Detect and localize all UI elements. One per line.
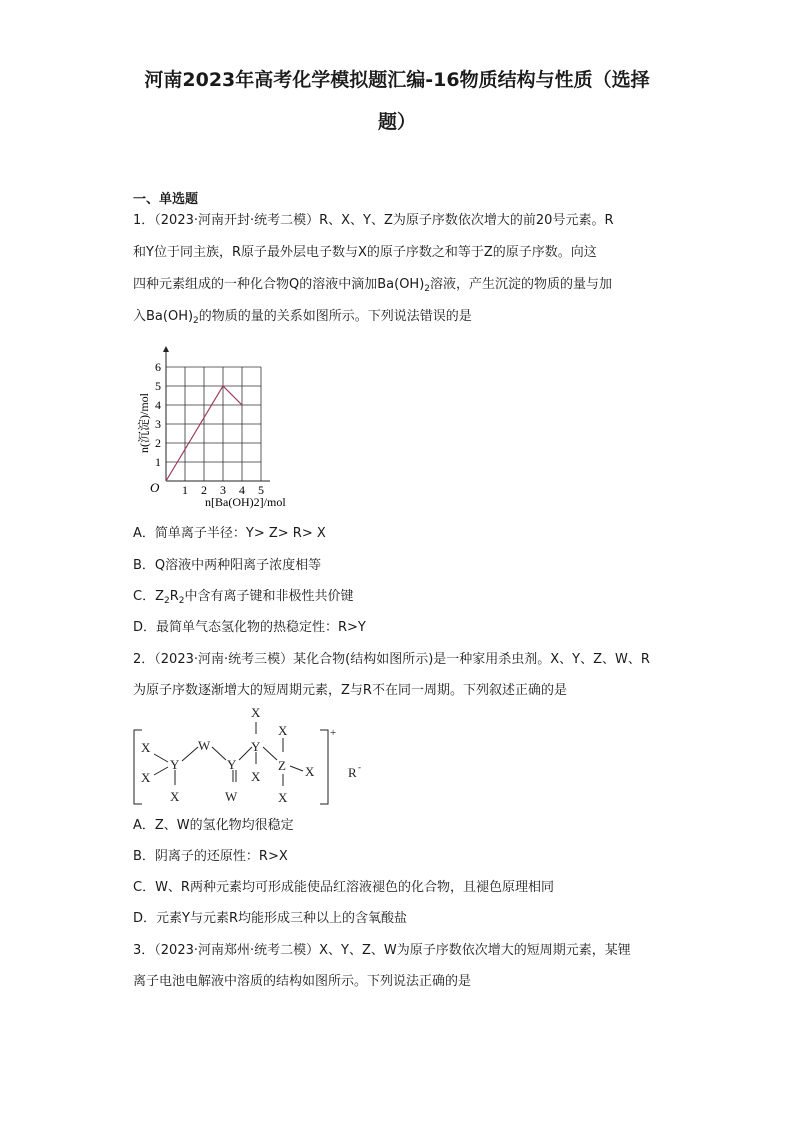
atom-13: X (305, 764, 315, 779)
q1-option-d: D．最简单气态氢化物的热稳定性：R>Y (133, 620, 366, 635)
atom-4: X (170, 789, 180, 804)
origin-label: O (150, 480, 160, 495)
q1-text-line4-a: 入Ba(OH) (133, 309, 194, 324)
atom-1: X (141, 740, 151, 755)
q1-text-line3-b: 溶液，产生沉淀的物质的量与加 (430, 277, 613, 292)
q3-text-line1: 3．（2023·河南郑州·统考二模）X、Y、Z、W为原子序数依次增大的短周期元素，某锂 (133, 943, 631, 958)
atom-11: X (278, 723, 288, 738)
atom-6: Y (227, 757, 237, 772)
q1-text-line4-sub: 2 (193, 316, 199, 326)
x-tick-label: 1 (182, 483, 188, 497)
q1-option-c-b: R (169, 589, 179, 604)
atom-5: W (198, 738, 211, 753)
q1-text-line3-sub: 2 (424, 284, 431, 294)
atom-9: Y (251, 739, 261, 754)
x-axis-label: n[Ba(OH)2]/mol (205, 495, 286, 509)
molecule-structure (130, 700, 380, 812)
q2-option-b: B．阴离子的还原性：R>X (133, 849, 288, 864)
q1-text-line4-b: 的物质的量的关系如图所示。下列说法错误的是 (198, 309, 472, 324)
q2-option-d: D．元素Y与元素R均能形成三种以上的含氧酸盐 (133, 911, 407, 926)
atom-7: W (225, 789, 238, 804)
q1-option-c (133, 590, 354, 606)
atom-14: X (278, 790, 288, 805)
x-tick-label: 3 (220, 483, 226, 497)
y-tick-label: 4 (155, 398, 161, 412)
atom-12: Z (278, 758, 286, 773)
x-tick-label: 4 (239, 483, 245, 497)
q3-text-line2: 离子电池电解液中溶质的结构如图所示。下列说法正确的是 (133, 974, 472, 989)
q2-text-line2: 为原子序数逐渐增大的短周期元素，Z与R不在同一周期。下列叙述正确的是 (133, 683, 567, 698)
y-tick-label: 5 (155, 379, 161, 393)
y-tick-label: 6 (155, 360, 161, 374)
atom-10: X (251, 769, 261, 784)
q1-option-c-c: 中含有离子键和非极性共价键 (184, 589, 354, 604)
q1-option-b: B．Q溶液中两种阳离子浓度相等 (133, 558, 322, 573)
q2-option-c: C．W、R两种元素均可形成能使品红溶液褪色的化合物，且褪色原理相同 (133, 880, 554, 895)
q1-text-line2: 和Y位于同主族，R原子最外层电子数与X的原子序数之和等于Z的原子序数。向这 (133, 245, 597, 260)
q1-option-c-sub1: 2 (163, 596, 170, 606)
q1-option-c-a: C．Z (133, 589, 164, 604)
q1-text-line3 (133, 278, 612, 294)
q2-text-line1: 2．（2023·河南·统考三模）某化合物(结构如图所示)是一种家用杀虫剂。X、Y、Z、W、R (133, 652, 650, 667)
q1-option-c-sub2: 2 (178, 596, 185, 606)
y-tick-label: 1 (155, 455, 161, 469)
q1-text-line4 (133, 310, 472, 326)
anion-label: R (348, 765, 357, 780)
q1-option-a: A．简单离子半径：Y> Z> R> X (133, 526, 326, 541)
cation-charge: + (330, 727, 337, 739)
y-tick-label: 3 (155, 417, 161, 431)
q1-text-line3-a: 四种元素组成的一种化合物Q的溶液中滴加Ba(OH) (133, 277, 425, 292)
atom-8: X (251, 705, 261, 720)
page-title-line1: 河南2023年高考化学模拟题汇编-16物质结构与性质（选择 (144, 69, 650, 91)
q2-option-a: A．Z、W的氢化物均很稳定 (133, 818, 294, 833)
y-axis-label: n(沉淀)/mol (137, 393, 151, 453)
anion-charge: - (358, 762, 361, 772)
section-heading: 一、单选题 (133, 192, 199, 207)
y-tick-label: 2 (155, 436, 161, 450)
x-tick-label: 5 (258, 483, 264, 497)
x-tick-label: 2 (201, 483, 207, 497)
atom-3: Y (170, 757, 180, 772)
atom-2: X (141, 770, 151, 785)
precipitate-chart (132, 335, 332, 515)
page-title-line2: 题） (377, 111, 416, 133)
q1-text-line1: 1．（2023·河南开封·统考二模）R、X、Y、Z为原子序数依次增大的前20号元素。R (133, 213, 614, 228)
